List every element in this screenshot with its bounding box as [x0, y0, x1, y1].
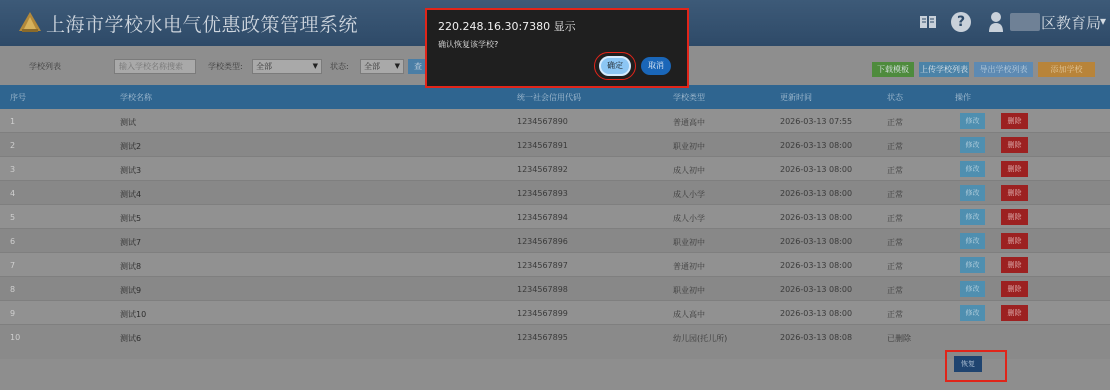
- app-title: 上海市学校水电气优惠政策管理系统: [46, 14, 359, 36]
- column-header: 序号: [10, 93, 26, 102]
- credit-code: 1234567894: [517, 213, 568, 222]
- row-number: 9: [10, 309, 16, 318]
- updated-time: 2026-03-13 08:00: [780, 213, 853, 222]
- ok-button[interactable]: 确定: [599, 56, 631, 76]
- table-row: [0, 181, 1110, 205]
- edit-button[interactable]: 修改: [960, 161, 985, 177]
- edit-button[interactable]: 修改: [960, 305, 985, 321]
- credit-code: 1234567891: [517, 141, 568, 150]
- row-number: 10: [10, 333, 21, 342]
- credit-code: 1234567892: [517, 165, 568, 174]
- logo-icon: [18, 11, 42, 33]
- school-name: 测试6: [120, 334, 142, 343]
- updated-time: 2026-03-13 08:00: [780, 309, 853, 318]
- username[interactable]: 区教育局: [1041, 14, 1102, 32]
- table-header: [0, 85, 1110, 109]
- row-number: 8: [10, 285, 16, 294]
- table-row: [0, 109, 1110, 133]
- status-label: 状态:: [330, 62, 349, 71]
- row-number: 6: [10, 237, 16, 246]
- school-type: 成人高中: [673, 310, 705, 319]
- table-row: [0, 157, 1110, 181]
- school-name: 测试4: [120, 190, 142, 199]
- row-number: 4: [10, 189, 16, 198]
- status: 正常: [887, 190, 903, 199]
- restore-highlight: [945, 350, 1007, 382]
- status-select[interactable]: [360, 59, 404, 74]
- delete-button[interactable]: 删除: [1001, 185, 1028, 201]
- column-header: 学校名称: [120, 93, 152, 102]
- table-row: [0, 301, 1110, 325]
- school-name: 测试3: [120, 166, 142, 175]
- column-header: 统一社会信用代码: [517, 93, 581, 102]
- status: 正常: [887, 310, 903, 319]
- updated-time: 2026-03-13 08:00: [780, 189, 853, 198]
- updated-time: 2026-03-13 08:00: [780, 141, 853, 150]
- confirm-dialog: [425, 8, 689, 88]
- credit-code: 1234567893: [517, 189, 568, 198]
- upload-list-button[interactable]: 上传学校列表: [919, 62, 969, 77]
- credit-code: 1234567897: [517, 261, 568, 270]
- delete-button[interactable]: 删除: [1001, 113, 1028, 129]
- status: 正常: [887, 166, 903, 175]
- status: 正常: [887, 262, 903, 271]
- school-name: 测试5: [120, 214, 142, 223]
- delete-button[interactable]: 删除: [1001, 233, 1028, 249]
- school-name: 测试7: [120, 238, 142, 247]
- export-list-button[interactable]: 导出学校列表: [974, 62, 1033, 77]
- add-school-button[interactable]: 添加学校: [1038, 62, 1095, 77]
- query-button[interactable]: 查: [408, 59, 428, 74]
- column-header: 操作: [955, 93, 971, 102]
- username-redacted: [1010, 13, 1040, 31]
- status: 正常: [887, 238, 903, 247]
- school-name: 测试8: [120, 262, 142, 271]
- column-header: 学校类型: [673, 93, 705, 102]
- edit-button[interactable]: 修改: [960, 257, 985, 273]
- updated-time: 2026-03-13 08:08: [780, 333, 853, 342]
- edit-button[interactable]: 修改: [960, 233, 985, 249]
- delete-button[interactable]: 删除: [1001, 161, 1028, 177]
- status: 正常: [887, 118, 903, 127]
- school-name: 测试10: [120, 310, 147, 319]
- updated-time: 2026-03-13 08:00: [780, 261, 853, 270]
- delete-button[interactable]: 删除: [1001, 281, 1028, 297]
- help-icon[interactable]: ?: [951, 12, 971, 32]
- updated-time: 2026-03-13 08:00: [780, 285, 853, 294]
- search-input[interactable]: [114, 59, 196, 74]
- status: 已删除: [887, 334, 911, 343]
- column-header: 更新时间: [780, 93, 812, 102]
- school-type: 幼儿园(托儿所): [673, 334, 728, 343]
- table-row: [0, 253, 1110, 277]
- status: 正常: [887, 286, 903, 295]
- table-row: [0, 205, 1110, 229]
- school-type: 职业初中: [673, 142, 705, 151]
- cancel-button[interactable]: 取消: [641, 57, 671, 75]
- school-name: 测试2: [120, 142, 142, 151]
- school-type: 职业初中: [673, 238, 705, 247]
- edit-button[interactable]: 修改: [960, 113, 985, 129]
- row-number: 2: [10, 141, 16, 150]
- school-type-label: 学校类型:: [208, 62, 243, 71]
- status: 正常: [887, 214, 903, 223]
- chevron-down-icon: ▼: [312, 62, 318, 70]
- chevron-down-icon: ▼: [394, 62, 400, 70]
- table-row: [0, 229, 1110, 253]
- row-number: 1: [10, 117, 16, 126]
- school-type: 普通初中: [673, 262, 705, 271]
- row-number: 3: [10, 165, 16, 174]
- school-type: 成人初中: [673, 166, 705, 175]
- chevron-down-icon[interactable]: ▾: [1100, 14, 1107, 28]
- school-type: 成人小学: [673, 214, 705, 223]
- edit-button[interactable]: 修改: [960, 209, 985, 225]
- status-value: 全部: [364, 62, 380, 71]
- user-icon[interactable]: [988, 11, 1004, 33]
- credit-code: 1234567899: [517, 309, 568, 318]
- table-row: [0, 325, 1110, 368]
- restore-button[interactable]: 恢复: [954, 356, 982, 372]
- school-type-select[interactable]: [252, 59, 322, 74]
- updated-time: 2026-03-13 08:00: [780, 237, 853, 246]
- dialog-title: 220.248.16.30:7380 显示: [438, 20, 576, 33]
- credit-code: 1234567896: [517, 237, 568, 246]
- download-template-button[interactable]: 下载模板: [872, 62, 914, 77]
- edit-button[interactable]: 修改: [960, 185, 985, 201]
- credit-code: 1234567898: [517, 285, 568, 294]
- school-type: 普通高中: [673, 118, 705, 127]
- section-label: 学校列表: [29, 62, 61, 71]
- status: 正常: [887, 142, 903, 151]
- school-type: 成人小学: [673, 190, 705, 199]
- credit-code: 1234567895: [517, 333, 568, 342]
- school-name: 测试9: [120, 286, 142, 295]
- table-row: [0, 277, 1110, 301]
- credit-code: 1234567890: [517, 117, 568, 126]
- delete-button[interactable]: 删除: [1001, 137, 1028, 153]
- delete-button[interactable]: 删除: [1001, 209, 1028, 225]
- row-number: 5: [10, 213, 16, 222]
- school-name: 测试: [120, 118, 136, 127]
- edit-button[interactable]: 修改: [960, 281, 985, 297]
- dialog-message: 确认恢复该学校?: [438, 40, 499, 49]
- table-row: [0, 133, 1110, 157]
- delete-button[interactable]: 删除: [1001, 257, 1028, 273]
- school-type: 职业初中: [673, 286, 705, 295]
- book-icon[interactable]: [918, 12, 938, 32]
- updated-time: 2026-03-13 08:00: [780, 165, 853, 174]
- column-header: 状态: [887, 93, 903, 102]
- school-type-value: 全部: [256, 62, 272, 71]
- updated-time: 2026-03-13 07:55: [780, 117, 853, 126]
- row-number: 7: [10, 261, 16, 270]
- edit-button[interactable]: 修改: [960, 137, 985, 153]
- delete-button[interactable]: 删除: [1001, 305, 1028, 321]
